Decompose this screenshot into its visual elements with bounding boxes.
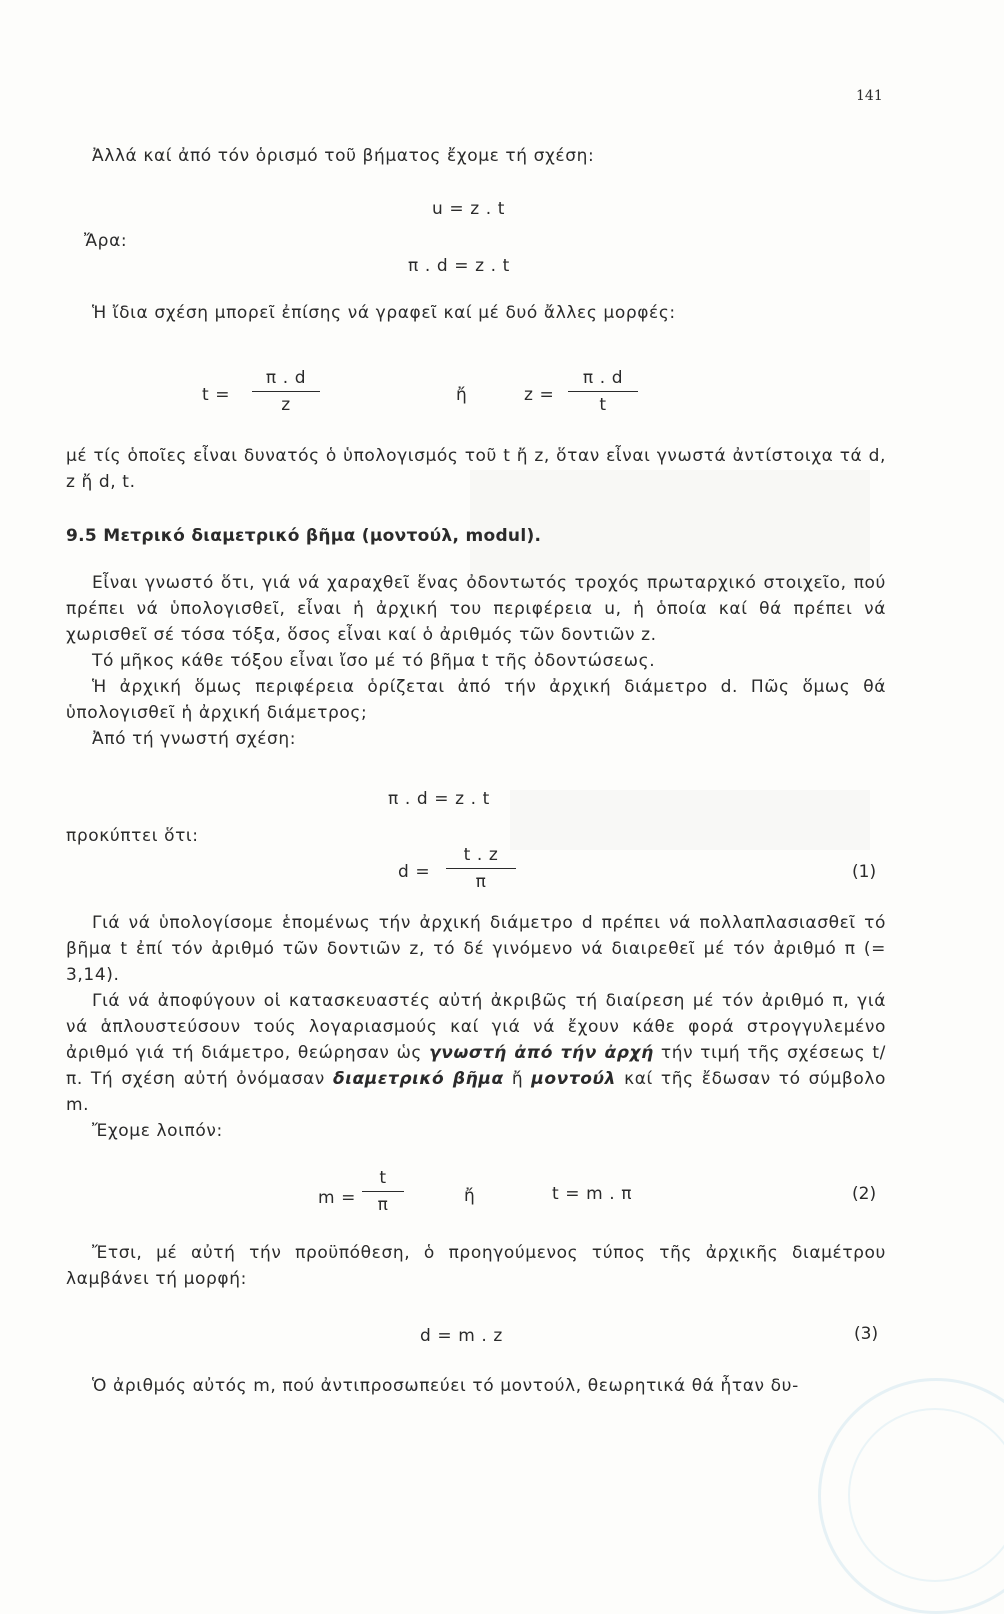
equation-u: u = z . t xyxy=(432,199,506,219)
p6-text-e: ἤ xyxy=(503,1069,532,1089)
eq2-label: (2) xyxy=(852,1184,877,1204)
page-number: 141 xyxy=(856,88,883,104)
intro-line: Ἀλλά καί ἀπό τόν ὁρισμό τοῦ βήματος ἔχομε τή σχέση: xyxy=(92,146,595,166)
eq2-lhs: m = xyxy=(318,1188,357,1208)
p6-emphasis-known: γνωστή ἀπό τήν ἀρχή xyxy=(429,1043,654,1063)
paragraph-4: Ἀπό τή γνωστή σχέση: xyxy=(92,729,297,749)
equation-pid: π . d = z . t xyxy=(408,256,510,276)
p6-emphasis-module: μοντούλ xyxy=(531,1069,616,1089)
form-t-lhs: t = xyxy=(202,385,231,405)
form-z-lhs: z = xyxy=(524,385,555,405)
eq1-numerator: t . z xyxy=(463,845,499,865)
body-paragraphs-1 xyxy=(66,570,886,752)
paragraph-7: Ἔχομε λοιπόν: xyxy=(92,1121,223,1141)
paragraph-8: Ἔτσι, μέ αὐτή τήν προϋπόθεση, ὁ προηγούμενος τύπος τῆς ἀρχικῆς διαμέτρου λαμβάνει τή μορφή: xyxy=(66,1243,886,1289)
by-which-paragraph xyxy=(66,443,886,495)
eq3-expression: d = m . z xyxy=(420,1326,503,1346)
body-paragraphs-3 xyxy=(66,1240,886,1292)
eq3-label: (3) xyxy=(854,1324,879,1344)
paragraph-5: Γιά νά ὑπολογίσομε ἑπομένως τήν ἀρχική διάμετρο d πρέπει νά πολλαπλασιασθεῖ τό βῆμα t ἐπί τόν ἀριθμό τῶν δοντιῶν z, τό δέ γινόμενο νά διαιρεθεῖ μέ τόν ἀριθμό π (= 3,14). xyxy=(66,913,886,985)
form-t-denominator: z xyxy=(281,395,291,415)
equation-pid-2: π . d = z . t xyxy=(388,789,490,809)
same-relation-line: Ἡ ἴδια σχέση μπορεῖ ἐπίσης νά γραφεῖ καί μέ δυό ἄλλες μορφές: xyxy=(92,303,676,323)
by-which-text: μέ τίς ὁποῖες εἶναι δυνατός ὁ ὑπολογισμός τοῦ t ἤ z, ὅταν εἶναι γνωστά ἀντίστοιχα τά d, z ἤ d, t. xyxy=(66,446,886,492)
p6-emphasis-diametral-pitch: διαμετρικό βῆμα xyxy=(332,1069,504,1089)
eq1-label: (1) xyxy=(852,862,877,882)
p6-text-c: τήν τιμή τῆς σχέσεως t/π. Τή σχέση αὐτή ὀνόμασαν xyxy=(66,1043,886,1089)
last-line: Ὁ ἀριθμός αὐτός m, πού ἀντιπροσωπεύει τό μοντούλ, θεωρητικά θά ἦταν δυ- xyxy=(92,1376,799,1396)
results-label: προκύπτει ὅτι: xyxy=(66,826,199,846)
form-z-numerator: π . d xyxy=(582,368,624,388)
paragraph-3: Ἡ ἀρχική ὅμως περιφέρεια ὁρίζεται ἀπό τήν ἀρχική διάμετρο d. Πῶς ὅμως θά ὑπολογισθεῖ ἡ ἀρχική διάμετρος; xyxy=(66,677,886,723)
eq2-rhs: t = m . π xyxy=(552,1184,633,1204)
eq2-fraction xyxy=(362,1168,404,1215)
section-title: 9.5 Μετρικό διαμετρικό βῆμα (μοντούλ, modul). xyxy=(66,526,542,546)
p6-text-g: καί τῆς ἔδωσαν τό σύμβολο m. xyxy=(66,1069,886,1115)
form-t-fraction xyxy=(252,368,320,415)
paragraph-1: Εἶναι γνωστό ὅτι, γιά νά χαραχθεῖ ἕνας ὀδοντωτός τροχός πρωταρχικό στοιχεῖο, πού πρέπει νά ὑπολογισθεῖ, εἶναι ἡ ἀρχική του περιφέρεια u, ἡ ὁποία καί θά πρέπει νά χωρισθεῖ σέ τόσα τόξα, ὅσος εἶναι καί ὁ ἀριθμός τῶν δοντιῶν z. xyxy=(66,573,886,645)
form-z-denominator: t xyxy=(599,395,607,415)
p6-text-a: Γιά νά ἀποφύγουν οἱ κατασκευαστές αὐτή ἀκριβῶς τή διαίρεση μέ τόν ἀριθμό π, γιά νά ἁπλουστεύσουν τούς λογαριασμούς καί γιά νά ἔχουν κάθε φορά στρογγυλεμένο ἀριθμό γιά τή διάμετρο, θεώρησαν ὡς xyxy=(66,991,886,1063)
bleed-through-shade xyxy=(510,790,870,850)
form-t-numerator: π . d xyxy=(265,368,307,388)
eq1-denominator: π xyxy=(475,872,487,892)
eq1-fraction xyxy=(446,845,516,892)
eq2-or: ἤ xyxy=(464,1186,476,1206)
or-word: ἤ xyxy=(456,385,468,405)
paragraph-2: Τό μῆκος κάθε τόξου εἶναι ἴσο μέ τό βῆμα t τῆς ὀδοντώσεως. xyxy=(92,651,656,671)
ara-label: Ἄρα: xyxy=(84,231,128,251)
eq2-numerator: t xyxy=(379,1168,387,1188)
eq2-denominator: π xyxy=(377,1195,389,1215)
body-paragraphs-2 xyxy=(66,910,886,1144)
eq1-lhs: d = xyxy=(398,862,431,882)
paragraph-6 xyxy=(66,988,886,1118)
form-z-fraction xyxy=(568,368,638,415)
